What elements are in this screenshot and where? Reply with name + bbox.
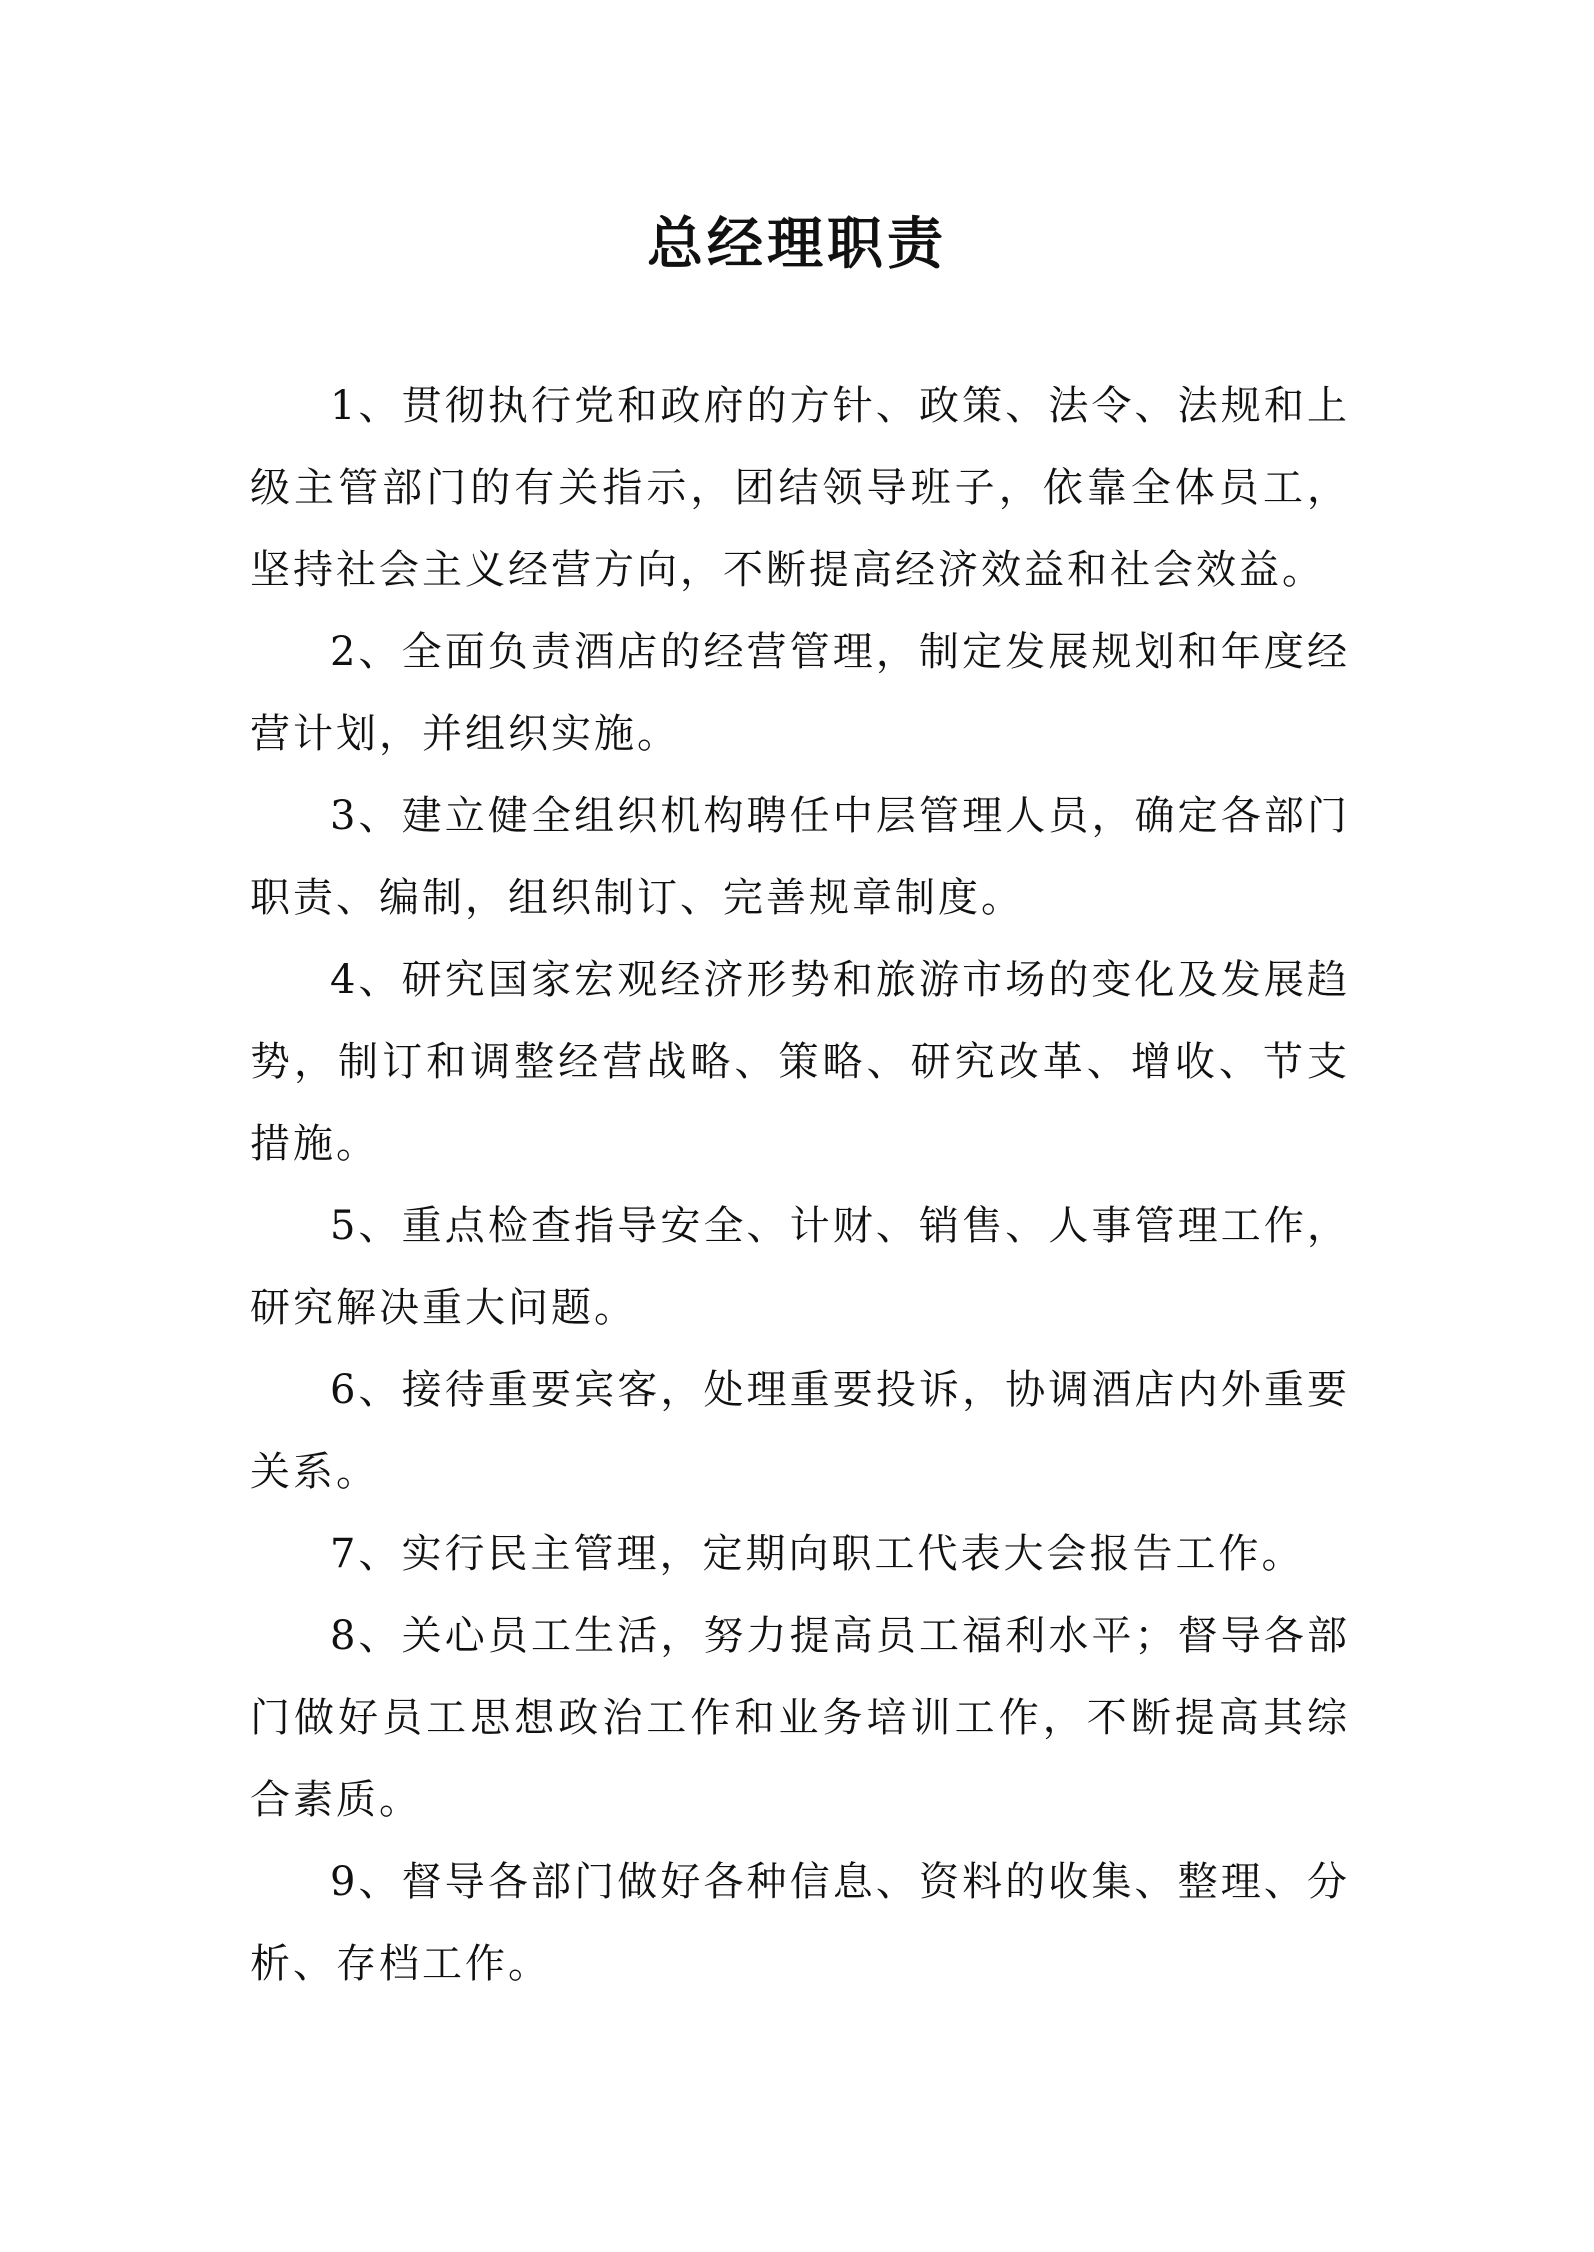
duty-item-3: 3、建立健全组织机构聘任中层管理人员，确定各部门职责、编制，组织制订、完善规章制度。	[250, 793, 1350, 921]
duty-item-1: 1、贯彻执行党和政府的方针、政策、法令、法规和上级主管部门的有关指示，团结领导班子，依靠全体员工，坚持社会主义经营方向，不断提高经济效益和社会效益。	[250, 383, 1350, 593]
duty-item-5: 5、重点检查指导安全、计财、销售、人事管理工作，研究解决重大问题。	[250, 1203, 1350, 1331]
duty-item-4: 4、研究国家宏观经济形势和旅游市场的变化及发展趋势，制订和调整经营战略、策略、研究改革、增收、节支措施。	[250, 957, 1350, 1167]
duty-item-2: 2、全面负责酒店的经营管理，制定发展规划和年度经营计划，并组织实施。	[250, 629, 1350, 757]
duty-item-6: 6、接待重要宾客，处理重要投诉，协调酒店内外重要关系。	[250, 1367, 1350, 1495]
duty-item-9: 9、督导各部门做好各种信息、资料的收集、整理、分析、存档工作。	[250, 1859, 1350, 1987]
duty-item-8: 8、关心员工生活，努力提高员工福利水平；督导各部门做好员工思想政治工作和业务培训工作，不断提高其综合素质。	[250, 1613, 1350, 1823]
duty-item-7: 7、实行民主管理，定期向职工代表大会报告工作。	[330, 1531, 1305, 1577]
document-title: 总经理职责	[647, 212, 947, 277]
duties-list	[250, 365, 1350, 2005]
